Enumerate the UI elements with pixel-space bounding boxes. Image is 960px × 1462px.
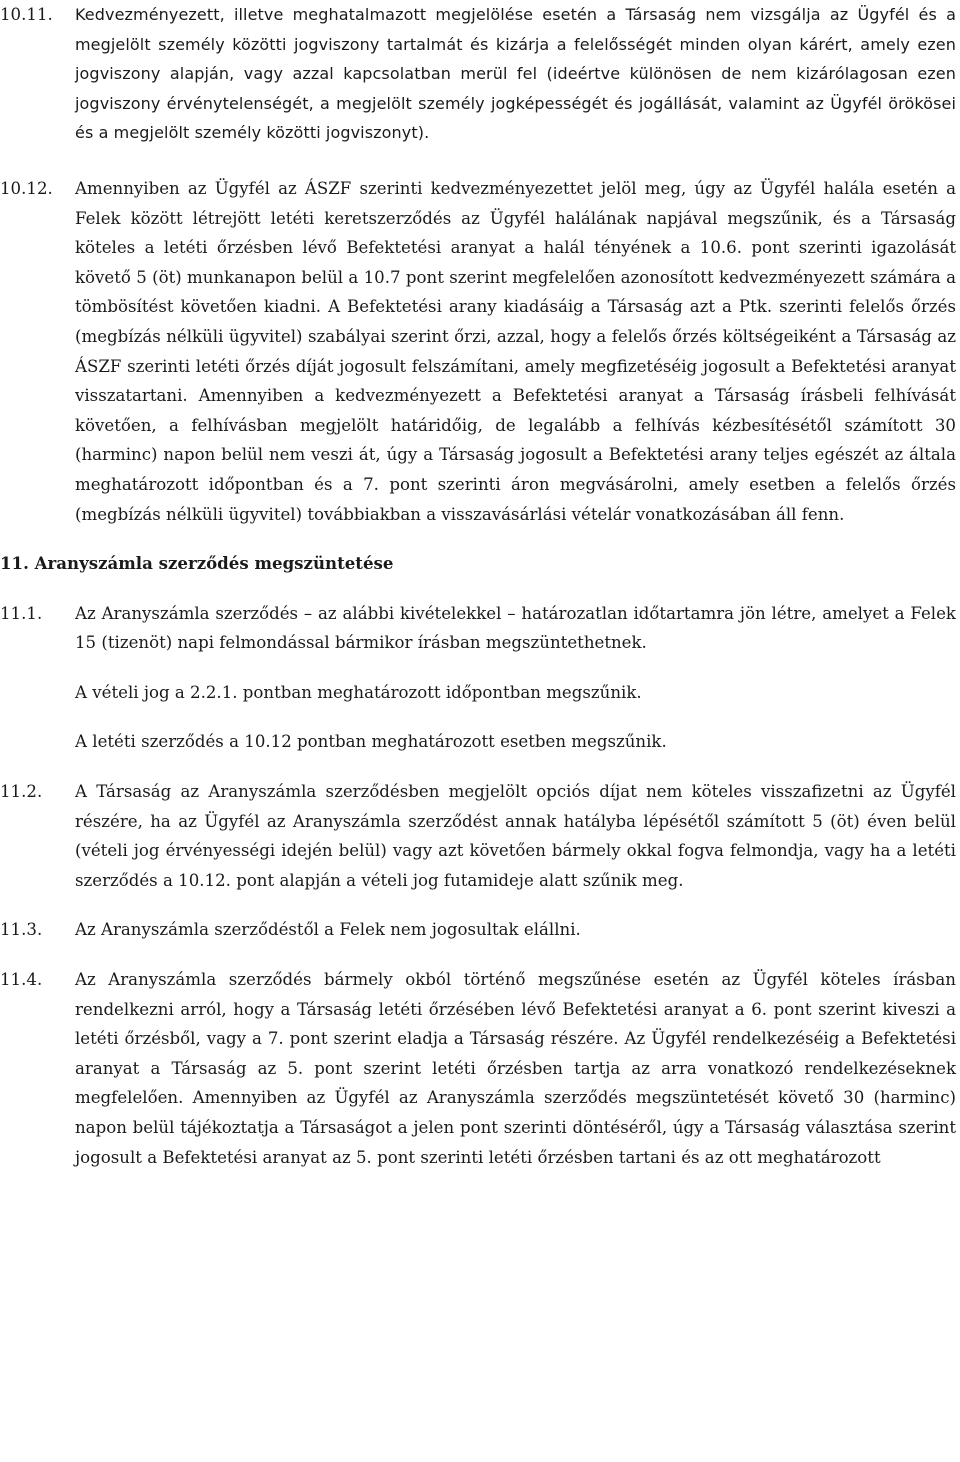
paragraph-number: 11.2. — [0, 782, 43, 802]
paragraph-text: A letéti szerződés a 10.12 pontban meghatározott esetben megszűnik. — [75, 732, 667, 752]
paragraph-number: 11.4. — [0, 970, 43, 990]
paragraph-number: 10.11. — [0, 5, 53, 24]
paragraph-text: Az Aranyszámla szerződéstől a Felek nem jogosultak elállni. — [75, 920, 581, 940]
paragraph-number: 10.12. — [0, 178, 53, 198]
paragraph-11-1-sub1 — [0, 678, 956, 708]
paragraph-text: A Társaság az Aranyszámla szerződésben megjelölt opciós díjat nem köteles visszafizetni az Ügyfél részére, ha az Ügyfél az Aranyszámla szerződést annak hatályba lépésétől számított 5 (öt) éven belül (vételi jog érvényességi idején belül) vagy azt követően bármely okkal fogva felmondja, vagy ha a letéti szerződés a 10.12. pont alapján a vételi jog futamideje alatt szűnik meg. — [75, 782, 956, 890]
paragraph-11-2 — [0, 777, 956, 895]
paragraph-text: Az Aranyszámla szerződés bármely okból történő megszűnése esetén az Ügyfél köteles írásban rendelkezni arról, hogy a Társaság letéti őrzésében lévő Befektetési aranyat a 6. pont szerint kiveszi a letéti őrzésből, vagy a 7. pont szerint eladja a Társaság részére. Az Ügyfél rendelkezéséig a Befektetési aranyat a Társaság az 5. pont szerint letéti őrzésben tartja az arra vonatkozó rendelkezéseknek megfelelően. Amennyiben az Ügyfél az Aranyszámla szerződés megszüntetését követő 30 (harminc) napon belül tájékoztatja a Társaságot a jelen pont szerinti döntéséről, úgy a Társaság választása szerint jogosult a Befektetési aranyat az 5. pont szerinti letéti őrzésben tartani és az ott meghatározott — [75, 970, 956, 1167]
paragraph-number: 11.1. — [0, 603, 43, 623]
paragraph-text: Az Aranyszámla szerződés – az alábbi kivételekkel – határozatlan időtartamra jön létre, amelyet a Felek 15 (tizenöt) napi felmondással bármikor írásban megszüntethetnek. — [75, 603, 956, 653]
paragraph-11-1-sub2 — [0, 727, 956, 757]
paragraph-11-3 — [0, 915, 956, 945]
paragraph-number: 11.3. — [0, 920, 43, 940]
paragraph-10-12 — [0, 174, 956, 529]
paragraph-10-11 — [0, 0, 956, 148]
paragraph-text: Kedvezményezett, illetve meghatalmazott megjelölése esetén a Társaság nem vizsgálja az Ügyfél és a megjelölt személy közötti jogviszony tartalmát és kizárja a felelősségét minden olyan kárért, amely ezen jogviszony alapján, vagy azzal kapcsolatban merül fel (ideértve különösen de nem kizárólagosan ezen jogviszony érvénytelenségét, a megjelölt személy jogképességét és jogállását, valamint az Ügyfél örökösei és a megjelölt személy közötti jogviszonyt). — [75, 5, 956, 143]
section-heading-11: 11. Aranyszámla szerződés megszüntetése — [0, 553, 394, 574]
paragraph-text: A vételi jog a 2.2.1. pontban meghatározott időpontban megszűnik. — [75, 682, 642, 702]
paragraph-text: Amennyiben az Ügyfél az ÁSZF szerinti kedvezményezettet jelöl meg, úgy az Ügyfél halála esetén a Felek között létrejött letéti keretszerződés az Ügyfél halálának napjával megszűnik, és a Társaság köteles a letéti őrzésben lévő Befektetési aranyat a halál tényének a 10.6. pont szerinti igazolását követő 5 (öt) munkanapon belül a 10.7 pont szerint megfelelően azonosított kedvezményezett számára a tömbösítést követően kiadni. A Befektetési arany kiadásáig a Társaság azt a Ptk. szerinti felelős őrzés (megbízás nélküli ügyvitel) szabályai szerint őrzi, azzal, hogy a felelős őrzés költségeiként a Társaság az ÁSZF szerinti letéti őrzés díját jogosult felszámítani, amely megfizetéséig jogosult a Befektetési aranyat visszatartani. Amennyiben a kedvezményezett a Befektetési aranyat a Társaság írásbeli felhívását követően, a felhívásban megjelölt határidőig, de legalább a felhívás kézbesítésétől számított 30 (harminc) napon belül nem veszi át, úgy a Társaság jogosult a Befektetési arany teljes egészét az általa meghatározott időpontban és a 7. pont szerinti áron megvásárolni, amely esetben a felelős őrzés (megbízás nélküli ügyvitel) továbbiakban a visszavásárlási vételár vonatkozásában áll fenn. — [75, 178, 956, 524]
paragraph-11-1 — [0, 599, 956, 658]
paragraph-11-4 — [0, 965, 956, 1172]
